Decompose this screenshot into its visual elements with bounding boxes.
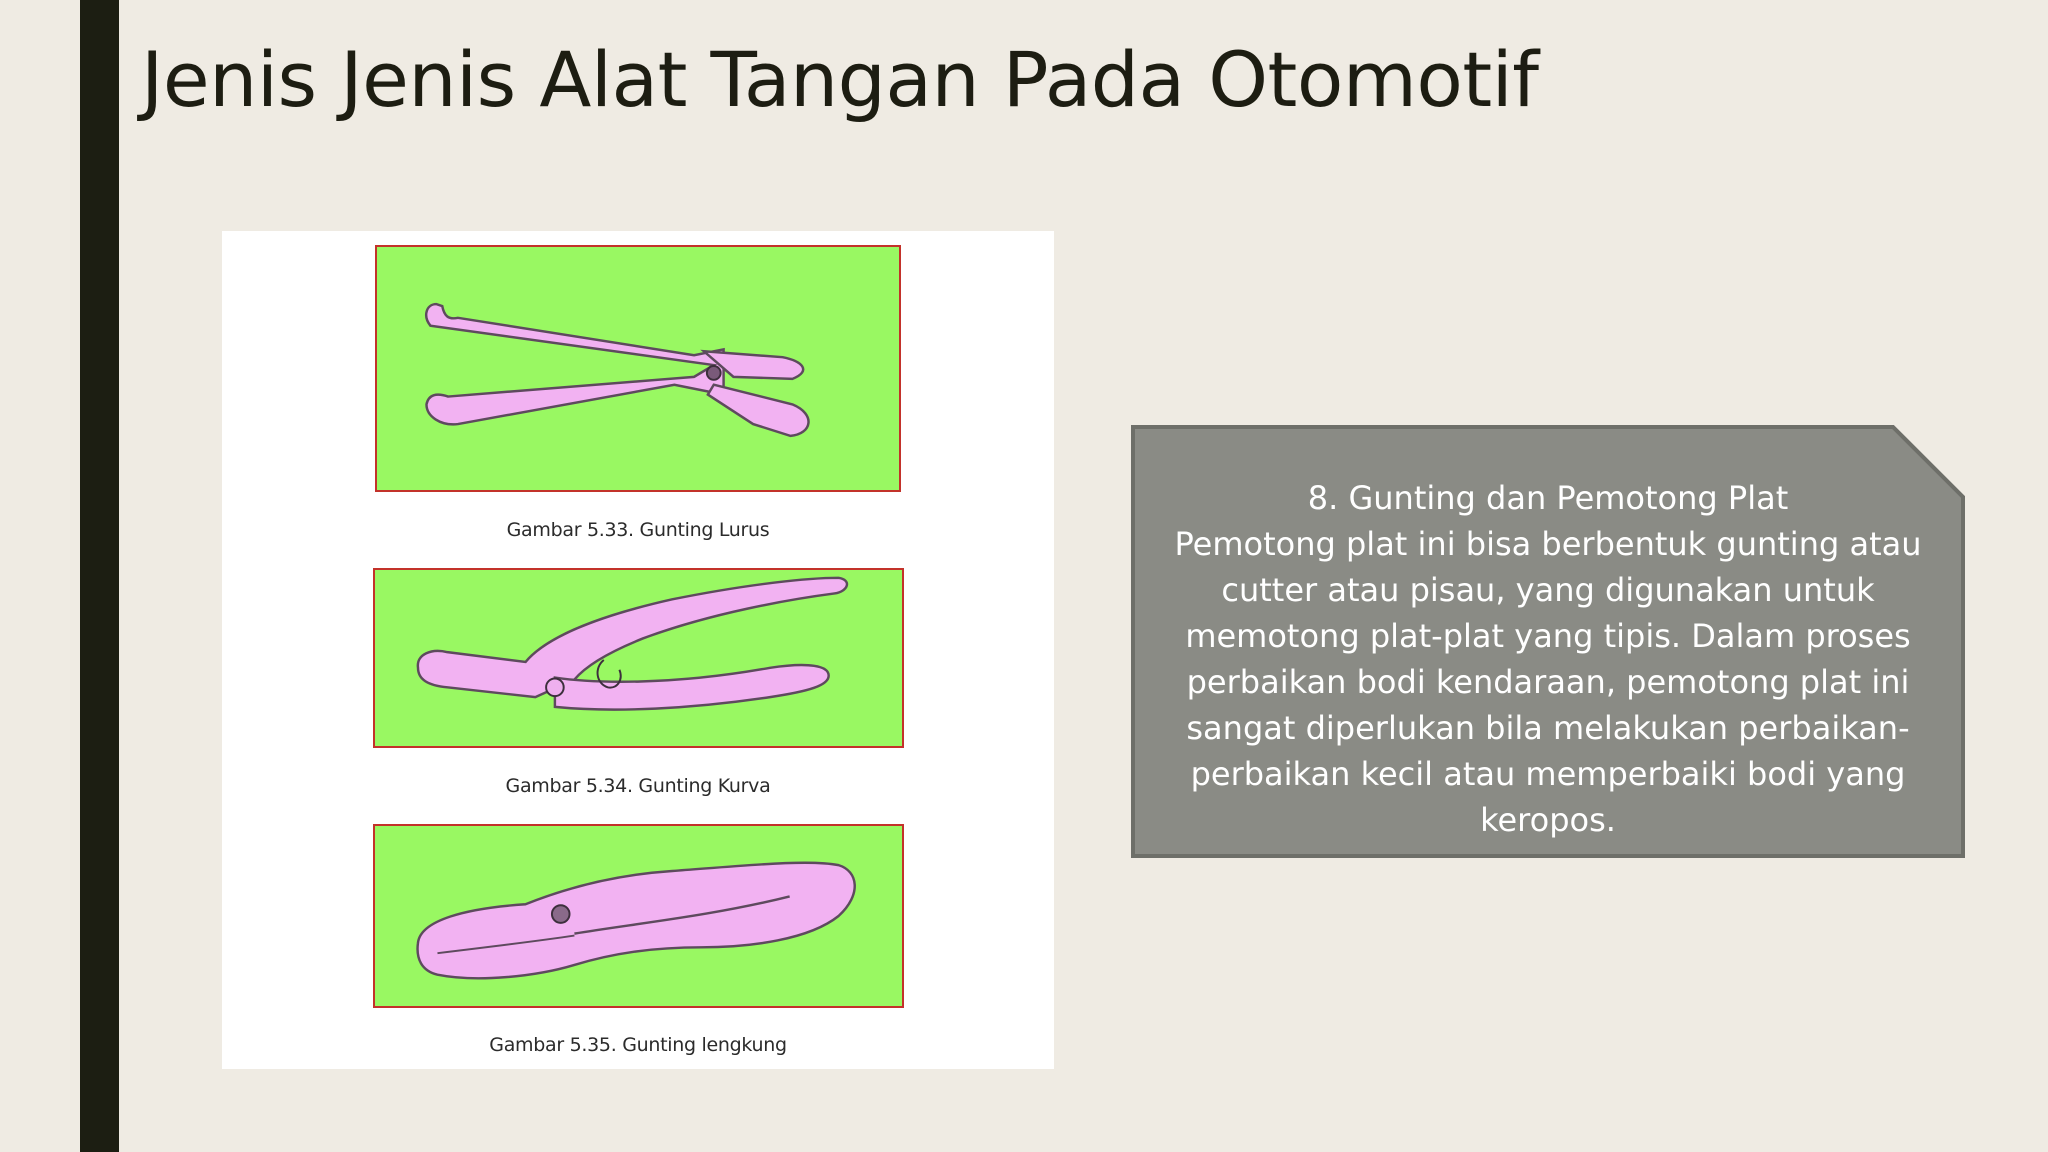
bent-scissors-icon bbox=[375, 826, 902, 1006]
slide-title: Jenis Jenis Alat Tangan Pada Otomotif bbox=[141, 35, 1539, 124]
straight-scissors-icon bbox=[377, 247, 899, 490]
caption-bent-scissors: Gambar 5.35. Gunting lengkung bbox=[489, 1034, 787, 1056]
scissors-figure bbox=[222, 231, 1054, 1069]
callout-heading: 8. Gunting dan Pemotong Plat bbox=[1307, 479, 1789, 517]
accent-bar bbox=[80, 0, 119, 1152]
caption-straight-scissors: Gambar 5.33. Gunting Lurus bbox=[506, 519, 770, 541]
description-callout bbox=[1131, 425, 1965, 858]
bent-scissors-image bbox=[373, 824, 904, 1008]
curved-scissors-image bbox=[373, 568, 904, 748]
straight-scissors-image bbox=[375, 245, 901, 492]
caption-curved-scissors: Gambar 5.34. Gunting Kurva bbox=[505, 775, 771, 797]
curved-scissors-icon bbox=[375, 570, 902, 746]
callout-body: Pemotong plat ini bisa berbentuk gunting atau cutter atau pisau, yang digunakan untuk memotong plat-plat yang tipis. Dalam proses perbaikan bodi kendaraan, pemotong plat ini sangat diperlukan bila melakukan perbaikan-perbaikan kecil atau memperbaiki bodi yang keropos. bbox=[1174, 525, 1922, 839]
